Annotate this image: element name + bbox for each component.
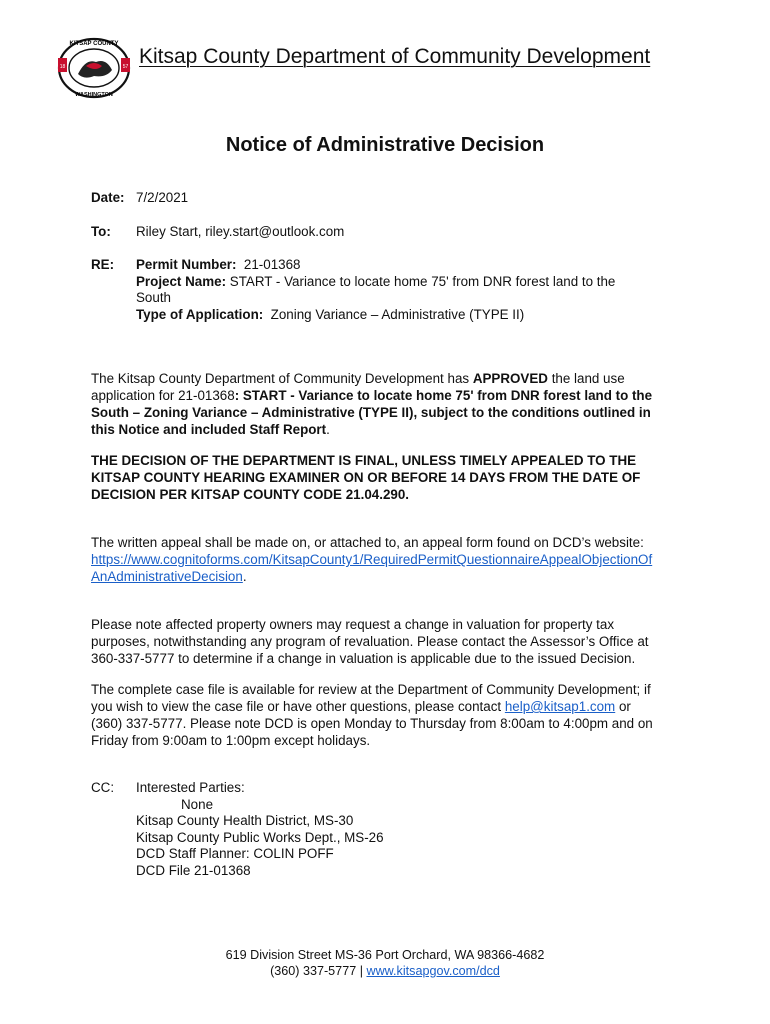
project-label: Project Name:: [136, 273, 227, 289]
footer: [0, 947, 770, 979]
date-value: 7/2/2021: [136, 190, 189, 205]
seal-year-right: 57: [122, 64, 129, 70]
case-file-paragraph: The complete case file is available for review at the Department of Community Development; if you wish to view the case file or have other questions, please contact help@kitsap1.com or (360) 337-5777. Please note DCD is open Monday to Thursday from 8:00am to 4:00pm and on Friday from 9:00am to 1:00pm except holidays.: [91, 682, 653, 748]
notice-title: Notice of Administrative Decision: [225, 134, 545, 156]
cc-item: None: [181, 796, 214, 812]
permit-value: 21-01368: [243, 257, 301, 272]
re-details: [136, 257, 615, 323]
cc-item: DCD Staff Planner: COLIN POFF: [136, 846, 334, 861]
footer-address: 619 Division Street MS-36 Port Orchard, WA 98366-4682: [225, 948, 545, 962]
appeal-paragraph: The written appeal shall be made on, or attached to, an appeal form found on DCD’s website: https://www.cognitoforms.com/KitsapCounty1/RequiredPermitQuestionnaireAppealObjectionOf AnAdministrativeDecision.: [91, 535, 653, 584]
help-email-link[interactable]: help@kitsap1.com: [504, 699, 616, 714]
seal-year-left: 18: [59, 64, 66, 70]
website-link[interactable]: www.kitsapgov.com/dcd: [366, 964, 500, 978]
department-name: Kitsap County Department of Community Development: [139, 45, 651, 68]
appeal-form-link[interactable]: https://www.cognitoforms.com/KitsapCounty1/RequiredPermitQuestionnaireAppealObjectionOf: [91, 552, 653, 567]
seal-bottom-text: WASHINGTON: [75, 92, 113, 98]
to-value: Riley Start, riley.start@outlook.com: [136, 224, 345, 239]
cc-item: Kitsap County Public Works Dept., MS-26: [136, 829, 384, 845]
date-label: Date:: [91, 190, 125, 205]
appeal-form-link-cont[interactable]: AnAdministrativeDecision: [91, 569, 243, 584]
cc-list: [136, 780, 384, 879]
cc-label: CC:: [91, 780, 115, 795]
type-value: Zoning Variance – Administrative (TYPE II): [270, 306, 525, 322]
project-value: START - Variance to locate home 75' from DNR forest land to the: [229, 273, 616, 289]
to-label: To:: [91, 224, 111, 239]
re-label: RE:: [91, 257, 115, 272]
footer-phone: (360) 337-5777 |: [270, 964, 367, 978]
cc-item: Interested Parties:: [136, 780, 245, 795]
final-decision-paragraph: THE DECISION OF THE DEPARTMENT IS FINAL, UNLESS TIMELY APPEALED TO THE KITSAP COUNTY HEARING EXAMINER ON OR BEFORE 14 DAYS FROM THE DATE OF DECISION PER KITSAP COUNTY CODE 21.04.290.: [91, 453, 641, 502]
approved-emphasis: APPROVED: [472, 371, 548, 386]
type-label: Type of Application:: [136, 306, 264, 322]
seal-top-text: KITSAP COUNTY: [69, 41, 119, 47]
county-seal-logo: [56, 36, 132, 100]
valuation-paragraph: Please note affected property owners may request a change in valuation for property tax purposes, notwithstanding any program of revaluation. Please contact the Assessor’s Office at 360-337-5777 to determine if a change in valuation is applicable due to the issued Decision.: [91, 617, 649, 666]
approval-paragraph: The Kitsap County Department of Community Development has APPROVED the land use application for 21-01368: START - Variance to locate home 75' from DNR forest land to the South – Zoning Variance – Administrative (TYPE II), subject to the conditions outlined in this Notice and included Staff Report.: [91, 371, 653, 437]
permit-label: Permit Number:: [136, 257, 237, 272]
cc-item: Kitsap County Health District, MS-30: [136, 813, 354, 828]
project-value-cont: South: [136, 290, 171, 305]
cc-item: DCD File 21-01368: [136, 862, 251, 878]
